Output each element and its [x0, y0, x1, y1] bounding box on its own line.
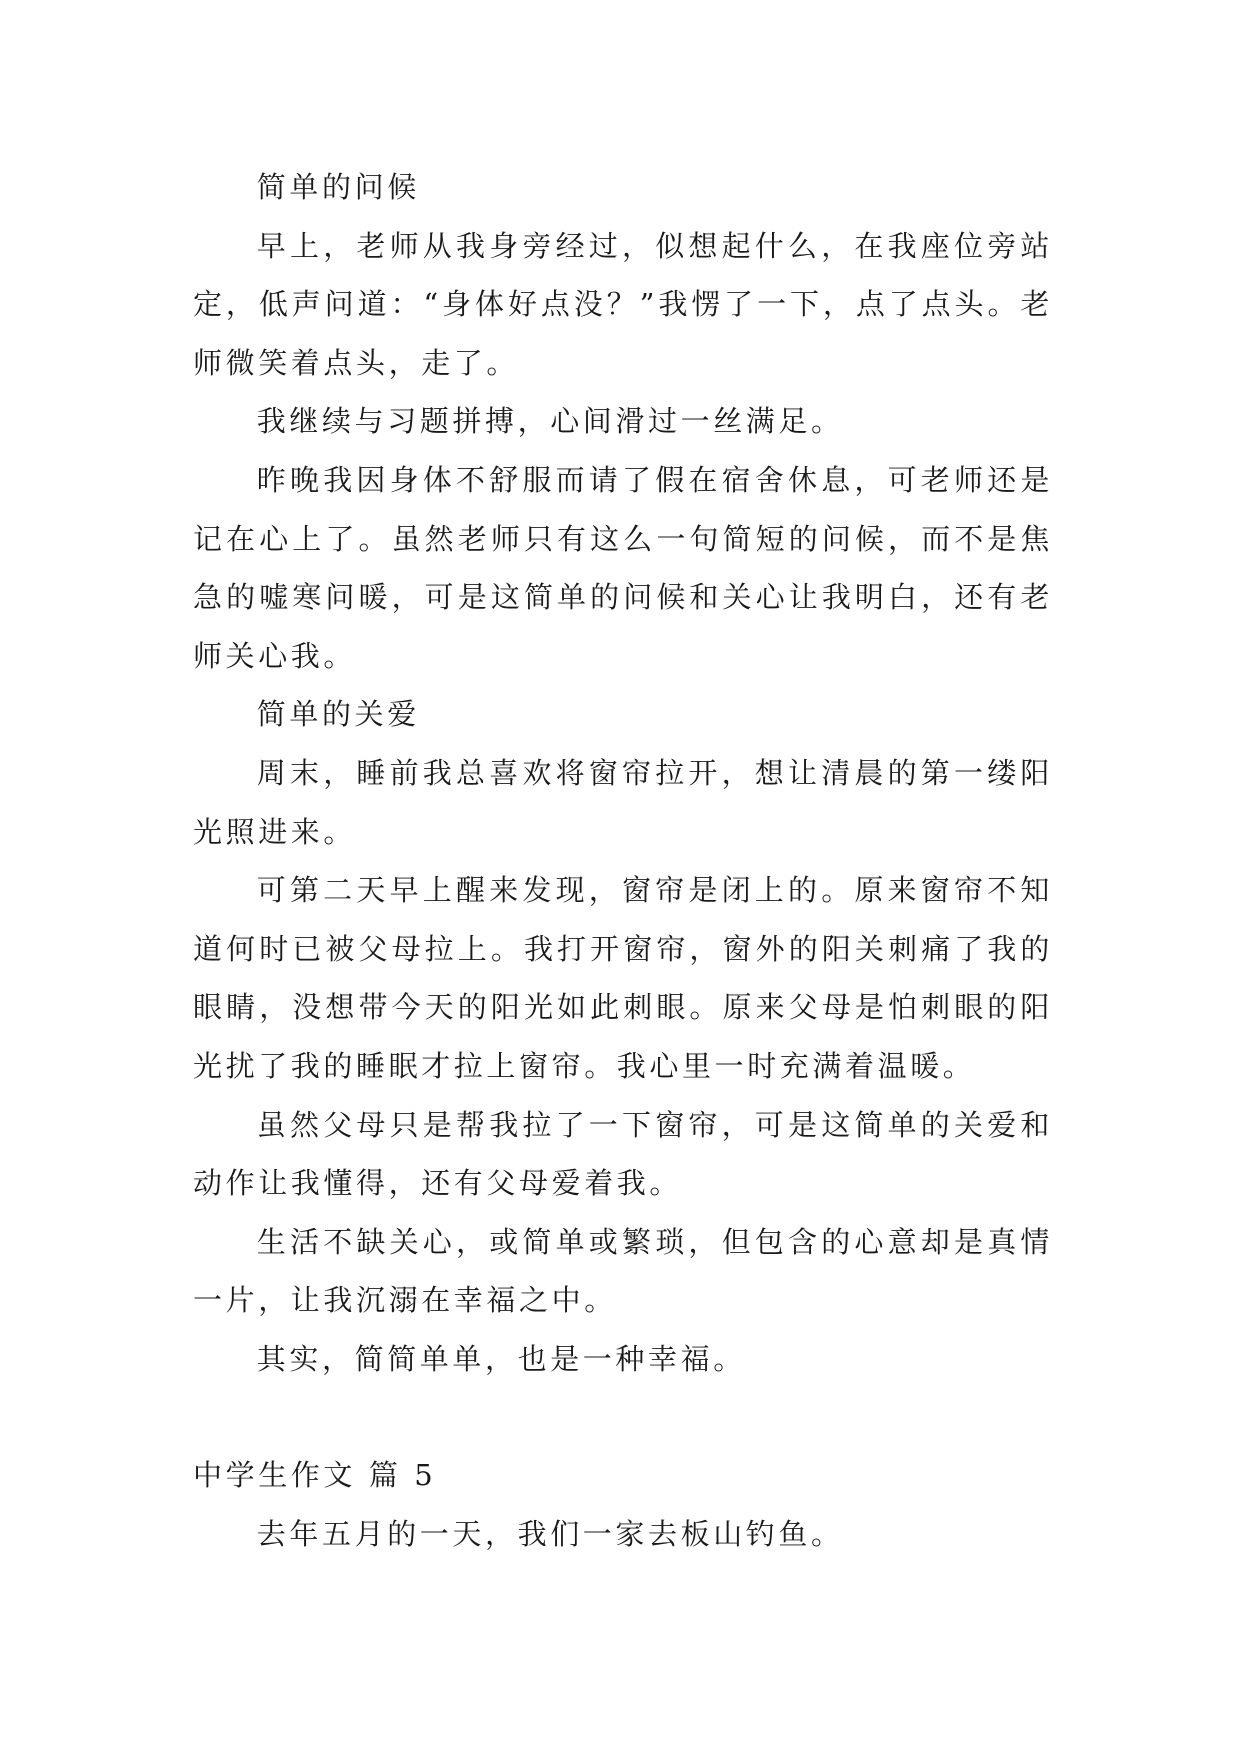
paragraph: 早上，老师从我身旁经过，似想起什么，在我座位旁站定，低声问道：“身体好点没？”我愣了一下，点了点头。老师微笑着点头，走了。 [193, 228, 1053, 380]
paragraph: 其实，简简单单，也是一种幸福。 [256, 1341, 746, 1376]
section-heading: 中学生作文 篇 5 [193, 1458, 437, 1493]
paragraph-subtitle-greeting: 简单的问候 [256, 170, 420, 204]
paragraph: 周末，睡前我总喜欢将窗帘拉开，想让清晨的第一缕阳光照进来。 [193, 755, 1053, 849]
paragraph: 生活不缺关心，或简单或繁琐，但包含的心意却是真情一片，让我沉溺在幸福之中。 [193, 1224, 1053, 1318]
paragraph: 昨晚我因身体不舒服而请了假在宿舍休息，可老师还是记在心上了。虽然老师只有这么一句简短的问候，而不是焦急的嘘寒问暖，可是这简单的问候和关心让我明白，还有老师关心我。 [193, 462, 1053, 673]
paragraph: 去年五月的一天，我们一家去板山钓鱼。 [256, 1517, 844, 1552]
paragraph: 虽然父母只是帮我拉了一下窗帘，可是这简单的关爱和动作让我懂得，还有父母爱着我。 [193, 1107, 1053, 1201]
paragraph: 我继续与习题拼搏，心间滑过一丝满足。 [256, 404, 844, 439]
section-spacer [193, 1388, 1053, 1446]
document-body [193, 158, 1053, 1564]
paragraph-subtitle-care: 简单的关爱 [256, 697, 420, 732]
paragraph: 可第二天早上醒来发现，窗帘是闭上的。原来窗帘不知道何时已被父母拉上。我打开窗帘，窗外的阳关刺痛了我的眼睛，没想带今天的阳光如此刺眼。原来父母是怕刺眼的阳光扰了我的睡眠才拉上窗帘。我心里一时充满着温暖。 [193, 873, 1053, 1083]
